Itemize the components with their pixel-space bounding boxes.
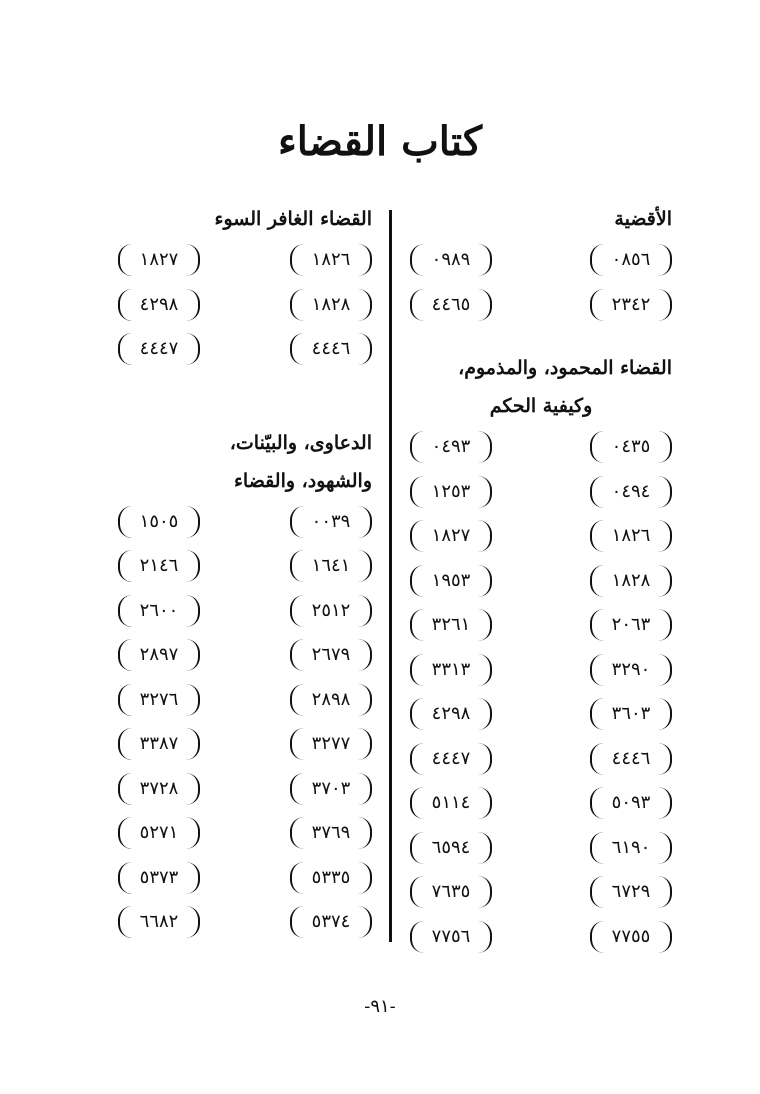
hadith-number: ٠٤٩٤	[590, 476, 672, 508]
section-heading-daawa-line2: والشهود، والقضاء	[233, 469, 372, 492]
hadith-number: ٠٤٩٣	[410, 431, 492, 463]
hadith-number: ٥٢٧١	[118, 817, 200, 849]
number-pair-row	[118, 500, 372, 545]
number-pair-row	[118, 327, 372, 372]
hadith-number: ٠٨٥٦	[590, 244, 672, 276]
number-pair-row	[410, 826, 672, 871]
hadith-number: ٧٧٥٦	[410, 921, 492, 953]
number-pair-row	[410, 283, 672, 328]
number-pair-row	[118, 633, 372, 678]
hadith-number: ٣٢٧٧	[290, 728, 372, 760]
section-heading-qada-mahmud-line2: وكيفية الحكم	[489, 395, 593, 417]
hadith-number: ٦١٩٠	[590, 832, 672, 864]
number-pair-row	[118, 856, 372, 901]
section-list-aqdiya	[410, 238, 672, 327]
section-list-qada-mahmud	[410, 425, 672, 959]
hadith-number: ٢٣٤٢	[590, 289, 672, 321]
hadith-number: ٧٧٥٥	[590, 921, 672, 953]
column-divider	[389, 210, 392, 942]
number-pair-row	[410, 603, 672, 648]
hadith-number: ٢٦٧٩	[290, 639, 372, 671]
hadith-number: ٥٣٧٤	[290, 906, 372, 938]
hadith-number: ٤٤٦٥	[410, 289, 492, 321]
hadith-number: ٤٤٤٧	[118, 333, 200, 365]
hadith-number: ١٥٠٥	[118, 506, 200, 538]
hadith-number: ٢٥١٢	[290, 595, 372, 627]
number-pair-row	[410, 692, 672, 737]
hadith-number: ٣٢٦١	[410, 609, 492, 641]
hadith-number: ٠٤٣٥	[590, 431, 672, 463]
hadith-number: ٣٧٦٩	[290, 817, 372, 849]
hadith-number: ٤٤٤٦	[590, 743, 672, 775]
hadith-number: ١٨٢٧	[410, 520, 492, 552]
hadith-number: ٣٣١٣	[410, 654, 492, 686]
number-pair-row	[410, 559, 672, 604]
hadith-number: ٣٧٠٣	[290, 773, 372, 805]
hadith-number: ١٨٢٧	[118, 244, 200, 276]
section-list-daawa	[118, 500, 372, 945]
section-heading-aqdiya: الأقضية	[614, 208, 672, 230]
hadith-number: ٤٢٩٨	[118, 289, 200, 321]
number-pair-row	[118, 678, 372, 723]
number-pair-row	[410, 781, 672, 826]
hadith-number: ٤٤٤٦	[290, 333, 372, 365]
hadith-number: ٦٧٢٩	[590, 876, 672, 908]
hadith-number: ١٨٢٦	[590, 520, 672, 552]
hadith-number: ١٩٥٣	[410, 565, 492, 597]
hadith-number: ٤٤٤٧	[410, 743, 492, 775]
hadith-number: ١٨٢٨	[590, 565, 672, 597]
number-pair-row	[410, 425, 672, 470]
hadith-number: ٦٥٩٤	[410, 832, 492, 864]
hadith-number: ٠٠٣٩	[290, 506, 372, 538]
hadith-number: ٦٦٨٢	[118, 906, 200, 938]
number-pair-row	[410, 915, 672, 960]
hadith-number: ٢٦٠٠	[118, 595, 200, 627]
number-pair-row	[118, 900, 372, 945]
hadith-number: ٣٣٨٧	[118, 728, 200, 760]
hadith-number: ٣٢٩٠	[590, 654, 672, 686]
hadith-number: ١٦٤١	[290, 550, 372, 582]
hadith-number: ٥٣٧٣	[118, 862, 200, 894]
hadith-number: ٣٧٢٨	[118, 773, 200, 805]
number-pair-row	[118, 544, 372, 589]
number-pair-row	[118, 811, 372, 856]
number-pair-row	[410, 737, 672, 782]
section-heading-daawa: الدعاوى، والبيّنات،	[229, 431, 372, 454]
hadith-number: ١٢٥٣	[410, 476, 492, 508]
hadith-number: ٢٠٦٣	[590, 609, 672, 641]
section-heading-qada-mahmud: القضاء المحمود، والمذموم،	[458, 357, 672, 379]
number-pair-row	[118, 767, 372, 812]
hadith-number: ٥٣٣٥	[290, 862, 372, 894]
number-pair-row	[410, 238, 672, 283]
hadith-number: ٤٢٩٨	[410, 698, 492, 730]
hadith-number: ٧٦٣٥	[410, 876, 492, 908]
number-pair-row	[118, 722, 372, 767]
number-pair-row	[410, 648, 672, 693]
number-pair-row	[118, 283, 372, 328]
page-number: -٩١-	[364, 996, 396, 1017]
left-column	[118, 200, 372, 945]
hadith-number: ٣٢٧٦	[118, 684, 200, 716]
number-pair-row	[410, 514, 672, 559]
hadith-number: ٣٦٠٣	[590, 698, 672, 730]
number-pair-row	[118, 589, 372, 634]
hadith-number: ٠٩٨٩	[410, 244, 492, 276]
hadith-number: ١٨٢٨	[290, 289, 372, 321]
number-pair-row	[410, 870, 672, 915]
section-list-qada-ghafir	[118, 238, 372, 372]
number-pair-row	[410, 470, 672, 515]
number-pair-row	[118, 238, 372, 283]
section-heading-qada-ghafir: القضاء الغافر السوء	[214, 208, 372, 230]
hadith-number: ٢٨٩٨	[290, 684, 372, 716]
hadith-number: ٢٨٩٧	[118, 639, 200, 671]
page-title: كتاب القضاء	[277, 118, 483, 165]
hadith-number: ٥١١٤	[410, 787, 492, 819]
hadith-number: ٢١٤٦	[118, 550, 200, 582]
hadith-number: ١٨٢٦	[290, 244, 372, 276]
right-column	[410, 200, 672, 959]
hadith-number: ٥٠٩٣	[590, 787, 672, 819]
